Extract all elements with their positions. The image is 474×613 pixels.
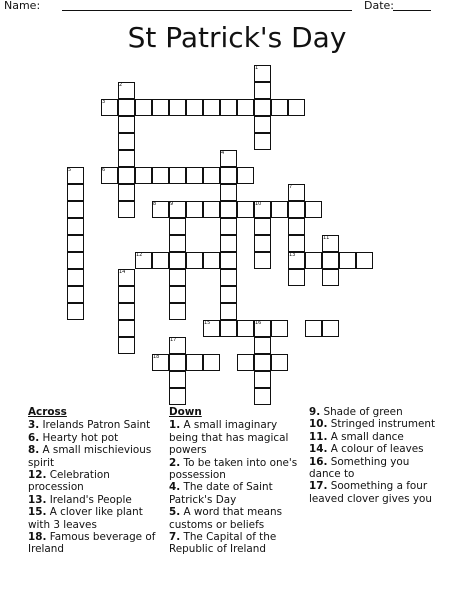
grid-cell[interactable]	[271, 320, 288, 337]
grid-cell[interactable]	[169, 235, 186, 252]
clue-item-number: 18.	[28, 531, 47, 544]
down-clues	[169, 419, 304, 555]
clue-number: 7	[289, 184, 293, 190]
clue-item-number: 12.	[28, 469, 47, 482]
grid-cell[interactable]	[322, 320, 339, 337]
across-clues	[28, 419, 158, 555]
grid-cell[interactable]	[288, 201, 305, 218]
grid-cell[interactable]	[118, 99, 135, 116]
clue-item-text: Irelands Patron Saint	[39, 419, 151, 432]
grid-cell[interactable]	[254, 354, 271, 371]
grid-cell[interactable]	[67, 269, 84, 286]
clue-item	[309, 443, 444, 455]
clue-item-text: A small mischievious spirit	[28, 444, 152, 469]
clue-item	[28, 506, 158, 531]
grid-cell[interactable]	[254, 337, 271, 354]
clue-item-number: 5.	[169, 506, 181, 519]
page-title: St Patrick's Day	[127, 21, 347, 54]
clue-item	[169, 457, 304, 482]
clue-number: 5	[68, 167, 72, 173]
grid-cell[interactable]	[288, 235, 305, 252]
clue-number: 13	[289, 252, 296, 258]
clue-item-number: 3.	[28, 419, 40, 432]
grid-cell[interactable]	[220, 303, 237, 320]
grid-cell[interactable]	[169, 286, 186, 303]
clue-item-number: 10.	[309, 418, 328, 431]
grid-cell[interactable]	[237, 99, 254, 116]
grid-cell[interactable]	[169, 354, 186, 371]
grid-cell[interactable]	[288, 218, 305, 235]
grid-cell[interactable]	[67, 252, 84, 269]
clue-item-text: A word that means customs or beliefs	[169, 506, 283, 531]
clue-item-number: 15.	[28, 506, 47, 519]
clue-item-number: 9.	[309, 406, 321, 418]
across-heading: Across	[28, 406, 67, 418]
grid-cell[interactable]	[271, 201, 288, 218]
grid-cell[interactable]	[254, 218, 271, 235]
clue-item-text: To be taken into one's possession	[169, 456, 298, 482]
grid-cell[interactable]	[67, 235, 84, 252]
clue-item-number: 16.	[309, 455, 328, 468]
grid-cell[interactable]	[254, 388, 271, 405]
clue-item-number: 6.	[28, 431, 40, 444]
clue-item	[169, 506, 304, 531]
clue-item	[169, 531, 304, 556]
grid-cell[interactable]	[169, 388, 186, 405]
grid-cell[interactable]	[271, 354, 288, 371]
clue-item	[28, 494, 158, 506]
clue-item-number: 11.	[309, 430, 328, 443]
grid-cell[interactable]	[169, 371, 186, 388]
clue-item-text: Shade of green	[320, 406, 403, 418]
date-label: Date:	[364, 0, 394, 12]
grid-cell[interactable]	[237, 201, 254, 218]
grid-cell[interactable]	[186, 252, 203, 269]
clue-item-number: 14.	[309, 443, 328, 456]
grid-cell[interactable]	[288, 269, 305, 286]
grid-cell[interactable]	[118, 150, 135, 167]
across-column	[28, 406, 158, 556]
grid-cell[interactable]	[220, 201, 237, 218]
clue-number: 16	[255, 320, 262, 326]
grid-cell[interactable]	[203, 201, 220, 218]
grid-cell[interactable]	[254, 371, 271, 388]
clue-item	[28, 444, 158, 469]
grid-cell[interactable]	[118, 184, 135, 201]
clue-item-text: Hearty hot pot	[39, 431, 119, 444]
grid-cell[interactable]	[169, 303, 186, 320]
clue-number: 14	[119, 269, 126, 275]
grid-cell[interactable]	[220, 269, 237, 286]
grid-cell[interactable]	[186, 201, 203, 218]
grid-cell[interactable]	[67, 218, 84, 235]
clue-list	[0, 406, 474, 606]
grid-cell[interactable]	[135, 99, 152, 116]
grid-cell[interactable]	[118, 116, 135, 133]
clue-item-text: Ireland's People	[46, 493, 132, 506]
clue-number: 15	[204, 320, 211, 326]
grid-cell[interactable]	[67, 184, 84, 201]
grid-cell[interactable]	[186, 167, 203, 184]
grid-cell[interactable]	[152, 167, 169, 184]
clue-item-text: Stringed instrument	[327, 418, 436, 431]
grid-cell[interactable]	[220, 218, 237, 235]
grid-cell[interactable]	[339, 252, 356, 269]
grid-cell[interactable]	[305, 201, 322, 218]
grid-cell[interactable]	[254, 116, 271, 133]
grid-cell[interactable]	[118, 303, 135, 320]
grid-cell[interactable]	[135, 167, 152, 184]
grid-cell[interactable]	[220, 320, 237, 337]
grid-cell[interactable]	[169, 99, 186, 116]
clue-item-text: Something you dance to	[309, 455, 410, 481]
clue-number: 2	[119, 82, 123, 88]
grid-cell[interactable]	[169, 167, 186, 184]
clue-item-text: Soomething a four leaved clover gives you	[309, 480, 432, 505]
clue-item-text: A small dance	[327, 430, 404, 443]
grid-cell[interactable]	[186, 354, 203, 371]
grid-cell[interactable]	[322, 269, 339, 286]
clue-item	[169, 419, 304, 456]
name-label: Name:	[4, 0, 41, 12]
clue-item-text: A small imaginary being that has magical powers	[169, 419, 289, 457]
grid-cell[interactable]	[186, 99, 203, 116]
down-clues-continued	[309, 406, 444, 505]
grid-cell[interactable]	[322, 252, 339, 269]
clue-number: 17	[170, 337, 177, 343]
clue-item	[28, 432, 158, 444]
grid-cell[interactable]	[118, 286, 135, 303]
clue-number: 10	[255, 201, 262, 207]
grid-cell[interactable]	[203, 354, 220, 371]
grid-cell[interactable]	[356, 252, 373, 269]
clue-number: 8	[153, 201, 157, 207]
clue-item-number: 2.	[169, 456, 181, 469]
grid-cell[interactable]	[118, 337, 135, 354]
clue-item	[309, 456, 444, 481]
grid-cell[interactable]	[220, 167, 237, 184]
clue-item-number: 8.	[28, 444, 40, 457]
clue-item	[28, 419, 158, 431]
clue-item-number: 1.	[169, 419, 181, 432]
clue-number: 1	[255, 65, 259, 71]
clue-item	[28, 469, 158, 494]
grid-cell[interactable]	[169, 252, 186, 269]
grid-cell[interactable]	[237, 167, 254, 184]
grid-cell[interactable]	[118, 320, 135, 337]
grid-cell[interactable]	[203, 167, 220, 184]
clue-item	[28, 531, 158, 556]
clue-number: 11	[323, 235, 330, 241]
clue-item-text: The Capital of the Republic of Ireland	[169, 531, 277, 556]
grid-cell[interactable]	[118, 133, 135, 150]
down-column	[169, 406, 304, 556]
grid-cell[interactable]	[220, 99, 237, 116]
clue-number: 6	[102, 167, 106, 173]
clue-item-text: A colour of leaves	[327, 443, 424, 456]
grid-cell[interactable]	[220, 252, 237, 269]
grid-cell[interactable]	[271, 99, 288, 116]
clue-number: 12	[136, 252, 143, 258]
clue-item-number: 7.	[169, 531, 181, 544]
grid-cell[interactable]	[237, 354, 254, 371]
clue-item	[169, 481, 304, 506]
grid-cell[interactable]	[67, 286, 84, 303]
clue-item	[309, 418, 444, 430]
grid-cell[interactable]	[254, 133, 271, 150]
clue-number: 4	[221, 150, 225, 156]
clue-item	[309, 406, 444, 418]
clue-item	[309, 431, 444, 443]
grid-cell[interactable]	[254, 235, 271, 252]
clue-item-text: The date of Saint Patrick's Day	[169, 481, 273, 506]
clue-number: 3	[102, 99, 106, 105]
grid-cell[interactable]	[118, 201, 135, 218]
grid-cell[interactable]	[288, 99, 305, 116]
grid-cell[interactable]	[67, 303, 84, 320]
grid-cell[interactable]	[169, 218, 186, 235]
grid-cell[interactable]	[237, 320, 254, 337]
grid-cell[interactable]	[254, 82, 271, 99]
clue-item-number: 4.	[169, 481, 181, 494]
grid-cell[interactable]	[220, 286, 237, 303]
clue-item-text: Celebration procession	[28, 469, 110, 494]
down-heading: Down	[169, 406, 202, 418]
grid-cell[interactable]	[152, 99, 169, 116]
grid-cell[interactable]	[203, 99, 220, 116]
grid-cell[interactable]	[203, 252, 220, 269]
grid-cell[interactable]	[169, 269, 186, 286]
grid-cell[interactable]	[152, 252, 169, 269]
clue-item	[309, 480, 444, 505]
grid-cell[interactable]	[305, 252, 322, 269]
grid-cell[interactable]	[220, 235, 237, 252]
clue-number: 18	[153, 354, 160, 360]
down-column-continued	[309, 406, 444, 505]
clue-item-number: 13.	[28, 493, 47, 506]
grid-cell[interactable]	[220, 184, 237, 201]
clue-number: 9	[170, 201, 174, 207]
clue-item-text: Famous beverage of Ireland	[28, 531, 156, 556]
grid-cell[interactable]	[67, 201, 84, 218]
clue-item-number: 17.	[309, 480, 328, 493]
grid-cell[interactable]	[305, 320, 322, 337]
clue-item-text: A clover like plant with 3 leaves	[28, 506, 143, 531]
grid-cell[interactable]	[254, 252, 271, 269]
grid-cell[interactable]	[254, 99, 271, 116]
grid-cell[interactable]	[118, 167, 135, 184]
